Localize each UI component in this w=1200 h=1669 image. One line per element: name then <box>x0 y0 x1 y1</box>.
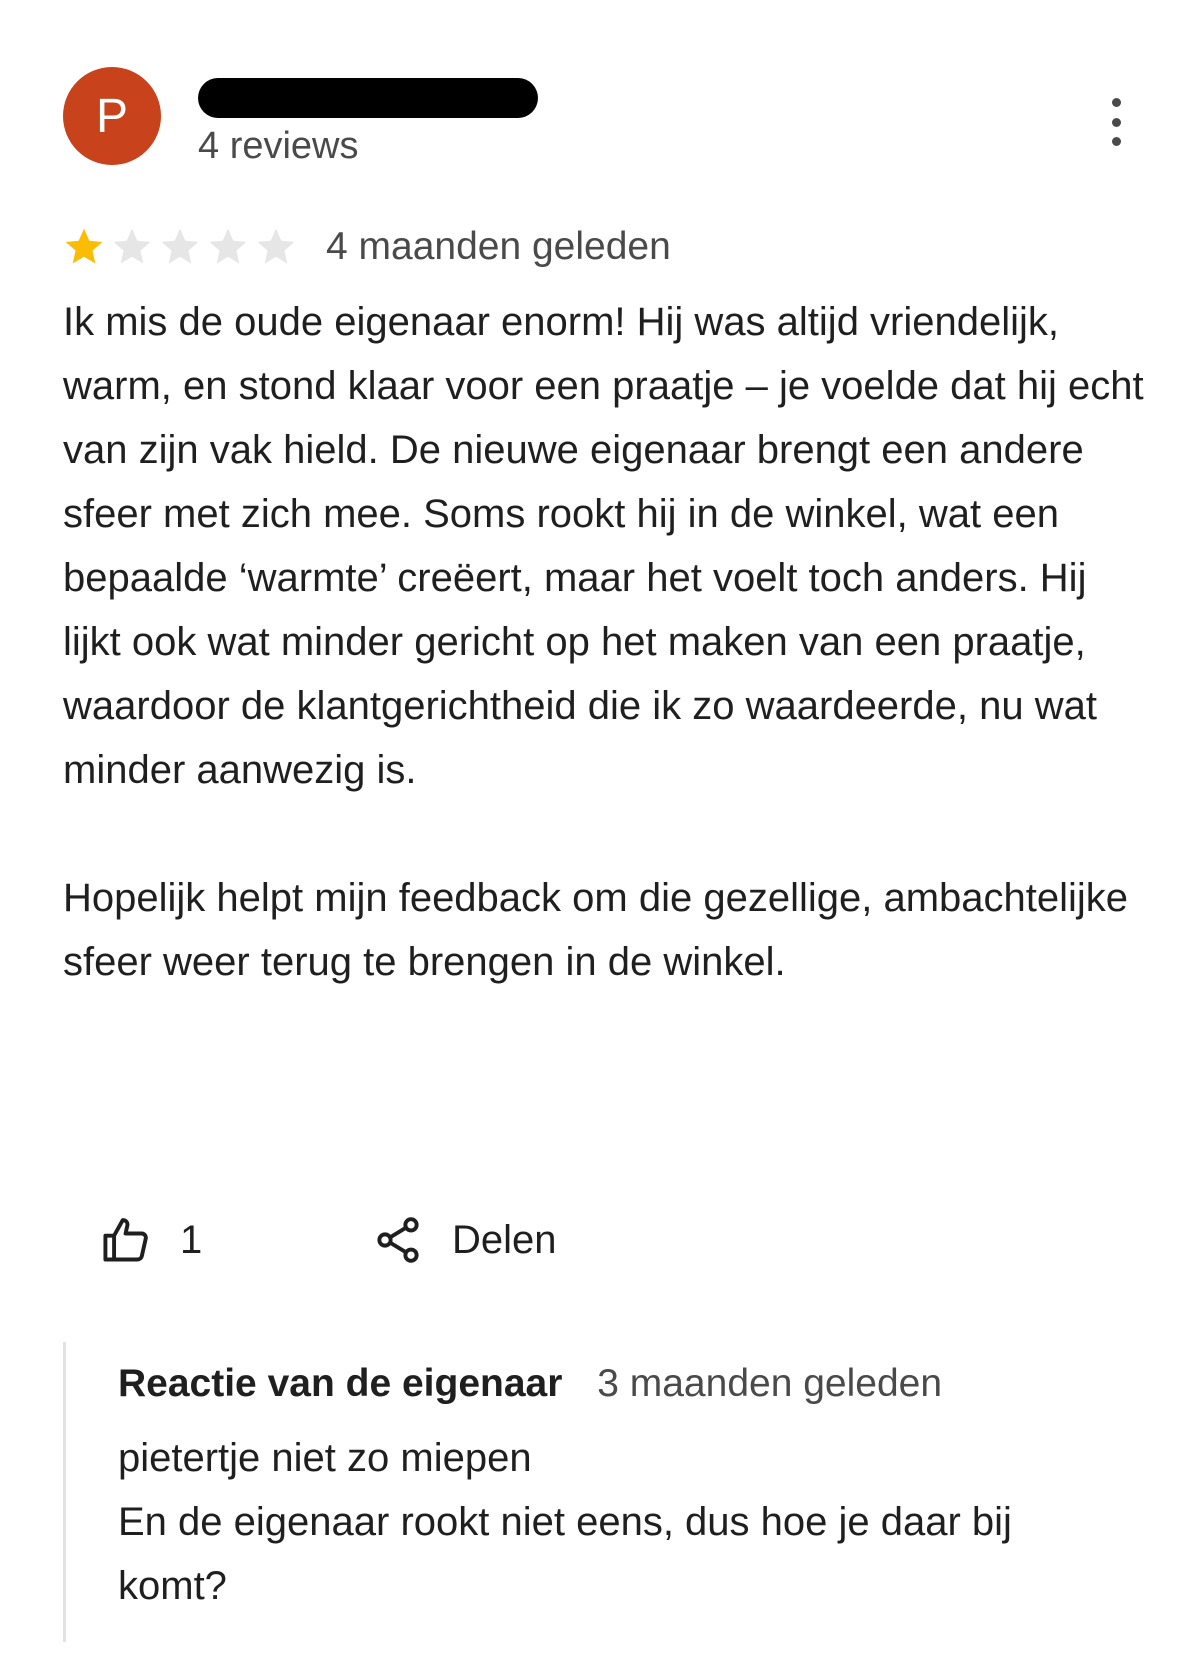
avatar-letter: P <box>95 89 128 143</box>
reviewer-name-redacted <box>198 78 538 118</box>
owner-reply-body <box>118 1426 1118 1618</box>
star-rating <box>62 225 302 269</box>
share-button[interactable] <box>372 1212 557 1268</box>
thumbs-up-icon <box>100 1214 152 1266</box>
owner-reply <box>63 1342 1156 1642</box>
star-empty-icon <box>254 225 298 269</box>
like-button[interactable] <box>100 1212 202 1268</box>
owner-reply-header <box>118 1362 942 1406</box>
more-vertical-icon <box>1112 98 1121 107</box>
star-empty-icon <box>206 225 250 269</box>
review-text <box>63 290 1153 994</box>
reviewer-review-count[interactable]: 4 reviews <box>198 125 359 167</box>
share-icon <box>372 1214 424 1266</box>
more-vertical-icon-dot <box>1112 137 1121 146</box>
review-paragraph: Ik mis de oude eigenaar enorm! Hij was altijd vriendelijk, warm, en stond klaar voor een praatje – je voelde dat hij echt van zijn vak hield. De nieuwe eigenaar brengt een andere sfeer met zich mee. Soms rookt hij in de winkel, wat een bepaalde ‘warmte’ creëert, maar het voelt toch anders. Hij lijkt ook wat minder gericht op het maken van een praatje, waardoor de klantgerichtheid die ik zo waardeerde, nu wat minder aanwezig is. <box>63 300 1144 792</box>
more-vertical-icon-dot <box>1112 118 1121 127</box>
review-paragraph: Hopelijk helpt mijn feedback om die gezellige, ambachtelijke sfeer weer terug te brengen in de winkel. <box>63 876 1129 984</box>
review-date: 4 maanden geleden <box>326 225 671 268</box>
like-count: 1 <box>180 1217 203 1262</box>
avatar[interactable] <box>63 67 161 165</box>
star-empty-icon <box>158 225 202 269</box>
share-label: Delen <box>452 1217 557 1262</box>
star-filled-icon <box>62 225 106 269</box>
star-empty-icon <box>110 225 154 269</box>
owner-reply-title: Reactie van de eigenaar <box>118 1362 563 1405</box>
owner-reply-date: 3 maanden geleden <box>597 1362 943 1405</box>
owner-reply-line: pietertje niet zo miepen <box>118 1436 532 1480</box>
more-options-button[interactable] <box>1098 98 1134 146</box>
rating-row <box>62 222 671 272</box>
owner-reply-line: En de eigenaar rookt niet eens, dus hoe je daar bij komt? <box>118 1500 1012 1608</box>
